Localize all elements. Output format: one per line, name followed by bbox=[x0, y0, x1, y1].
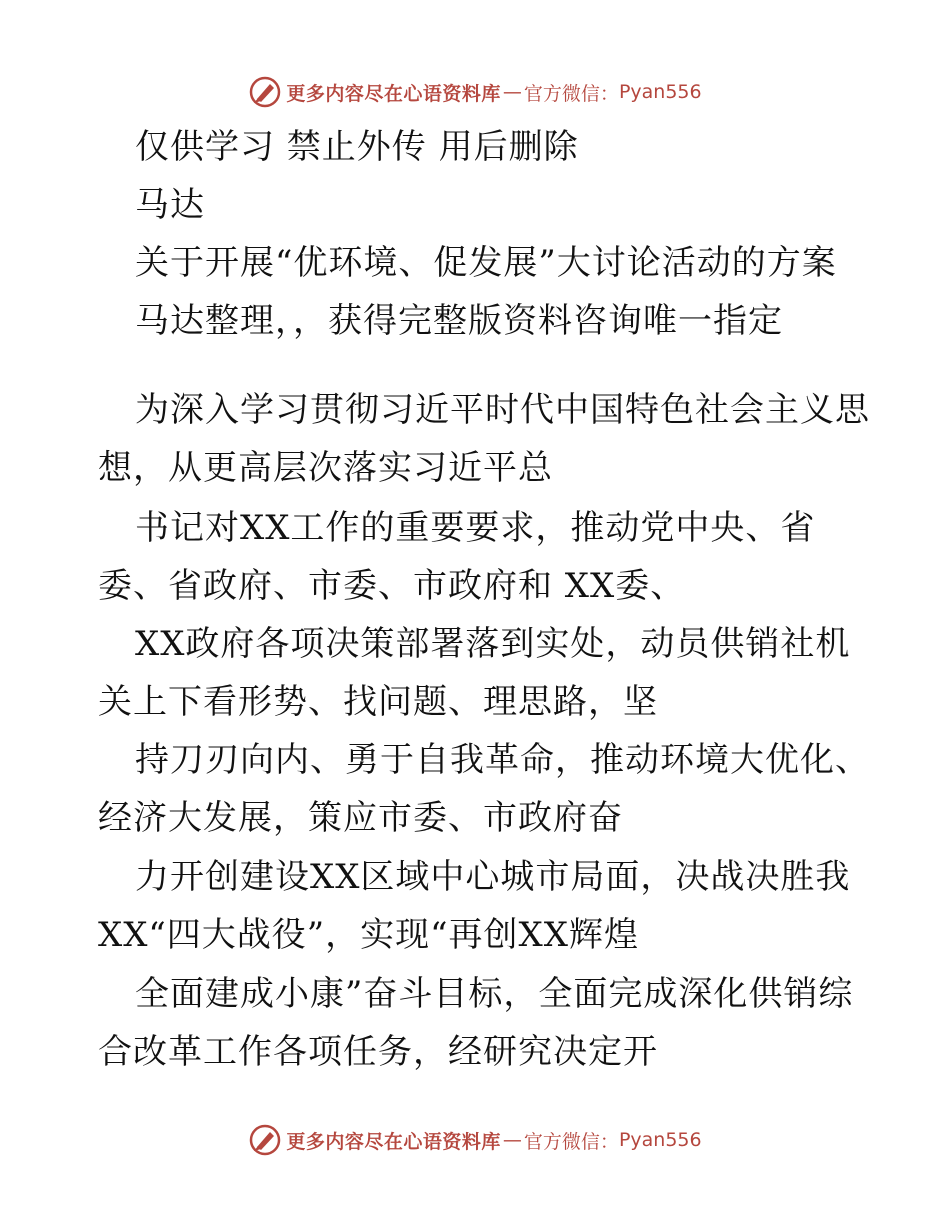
watermark-wechat-id: Pyan556 bbox=[618, 81, 702, 103]
body-line: 委、省政府、市委、市政府和 XX委、 bbox=[98, 566, 686, 606]
author-line: 马达 bbox=[135, 185, 205, 225]
watermark-text: 更多内容尽在心语资料库 bbox=[286, 82, 501, 105]
body-line: XX政府各项决策部署落到实处，动员供销社机 bbox=[135, 624, 851, 664]
pen-nib-logo-icon bbox=[248, 1123, 282, 1157]
notice-line: 仅供学习 禁止外传 用后删除 bbox=[135, 127, 579, 167]
body-line: 持刀刃向内、勇于自我革命，推动环境大优化、 bbox=[135, 740, 870, 780]
watermark-banner-top bbox=[0, 72, 950, 112]
pen-nib-logo-icon bbox=[248, 75, 282, 109]
watermark-separator: — bbox=[502, 81, 522, 103]
watermark-banner-bottom bbox=[0, 1120, 950, 1160]
body-line: 合改革工作各项任务，经研究决定开 bbox=[98, 1032, 658, 1072]
body-line: 经济大发展，策应市委、市政府奋 bbox=[98, 798, 623, 838]
body-line: 想，从更高层次落实习近平总 bbox=[98, 448, 553, 488]
document-subtitle: 马达整理，，获得完整版资料咨询唯一指定 bbox=[135, 301, 783, 341]
watermark-wechat-label: 官方微信： bbox=[523, 1130, 619, 1153]
body-line: 书记对XX工作的重要要求，推动党中央、省 bbox=[135, 508, 816, 548]
body-line: 力开创建设XX区域中心城市局面，决战决胜我 bbox=[135, 857, 851, 897]
watermark-text: 更多内容尽在心语资料库 bbox=[286, 1130, 501, 1153]
watermark-separator: — bbox=[502, 1129, 522, 1151]
body-line: 全面建成小康”奋斗目标，全面完成深化供销综 bbox=[135, 974, 854, 1014]
body-line: XX“四大战役”，实现“再创XX辉煌 bbox=[98, 915, 639, 955]
watermark-wechat-id: Pyan556 bbox=[618, 1129, 702, 1151]
body-line: 为深入学习贯彻习近平时代中国特色社会主义思 bbox=[135, 390, 870, 430]
document-title: 关于开展“优环境、促发展”大讨论活动的方案 bbox=[135, 243, 837, 283]
watermark-wechat-label: 官方微信： bbox=[523, 82, 619, 105]
body-line: 关上下看形势、找问题、理思路，坚 bbox=[98, 682, 658, 722]
